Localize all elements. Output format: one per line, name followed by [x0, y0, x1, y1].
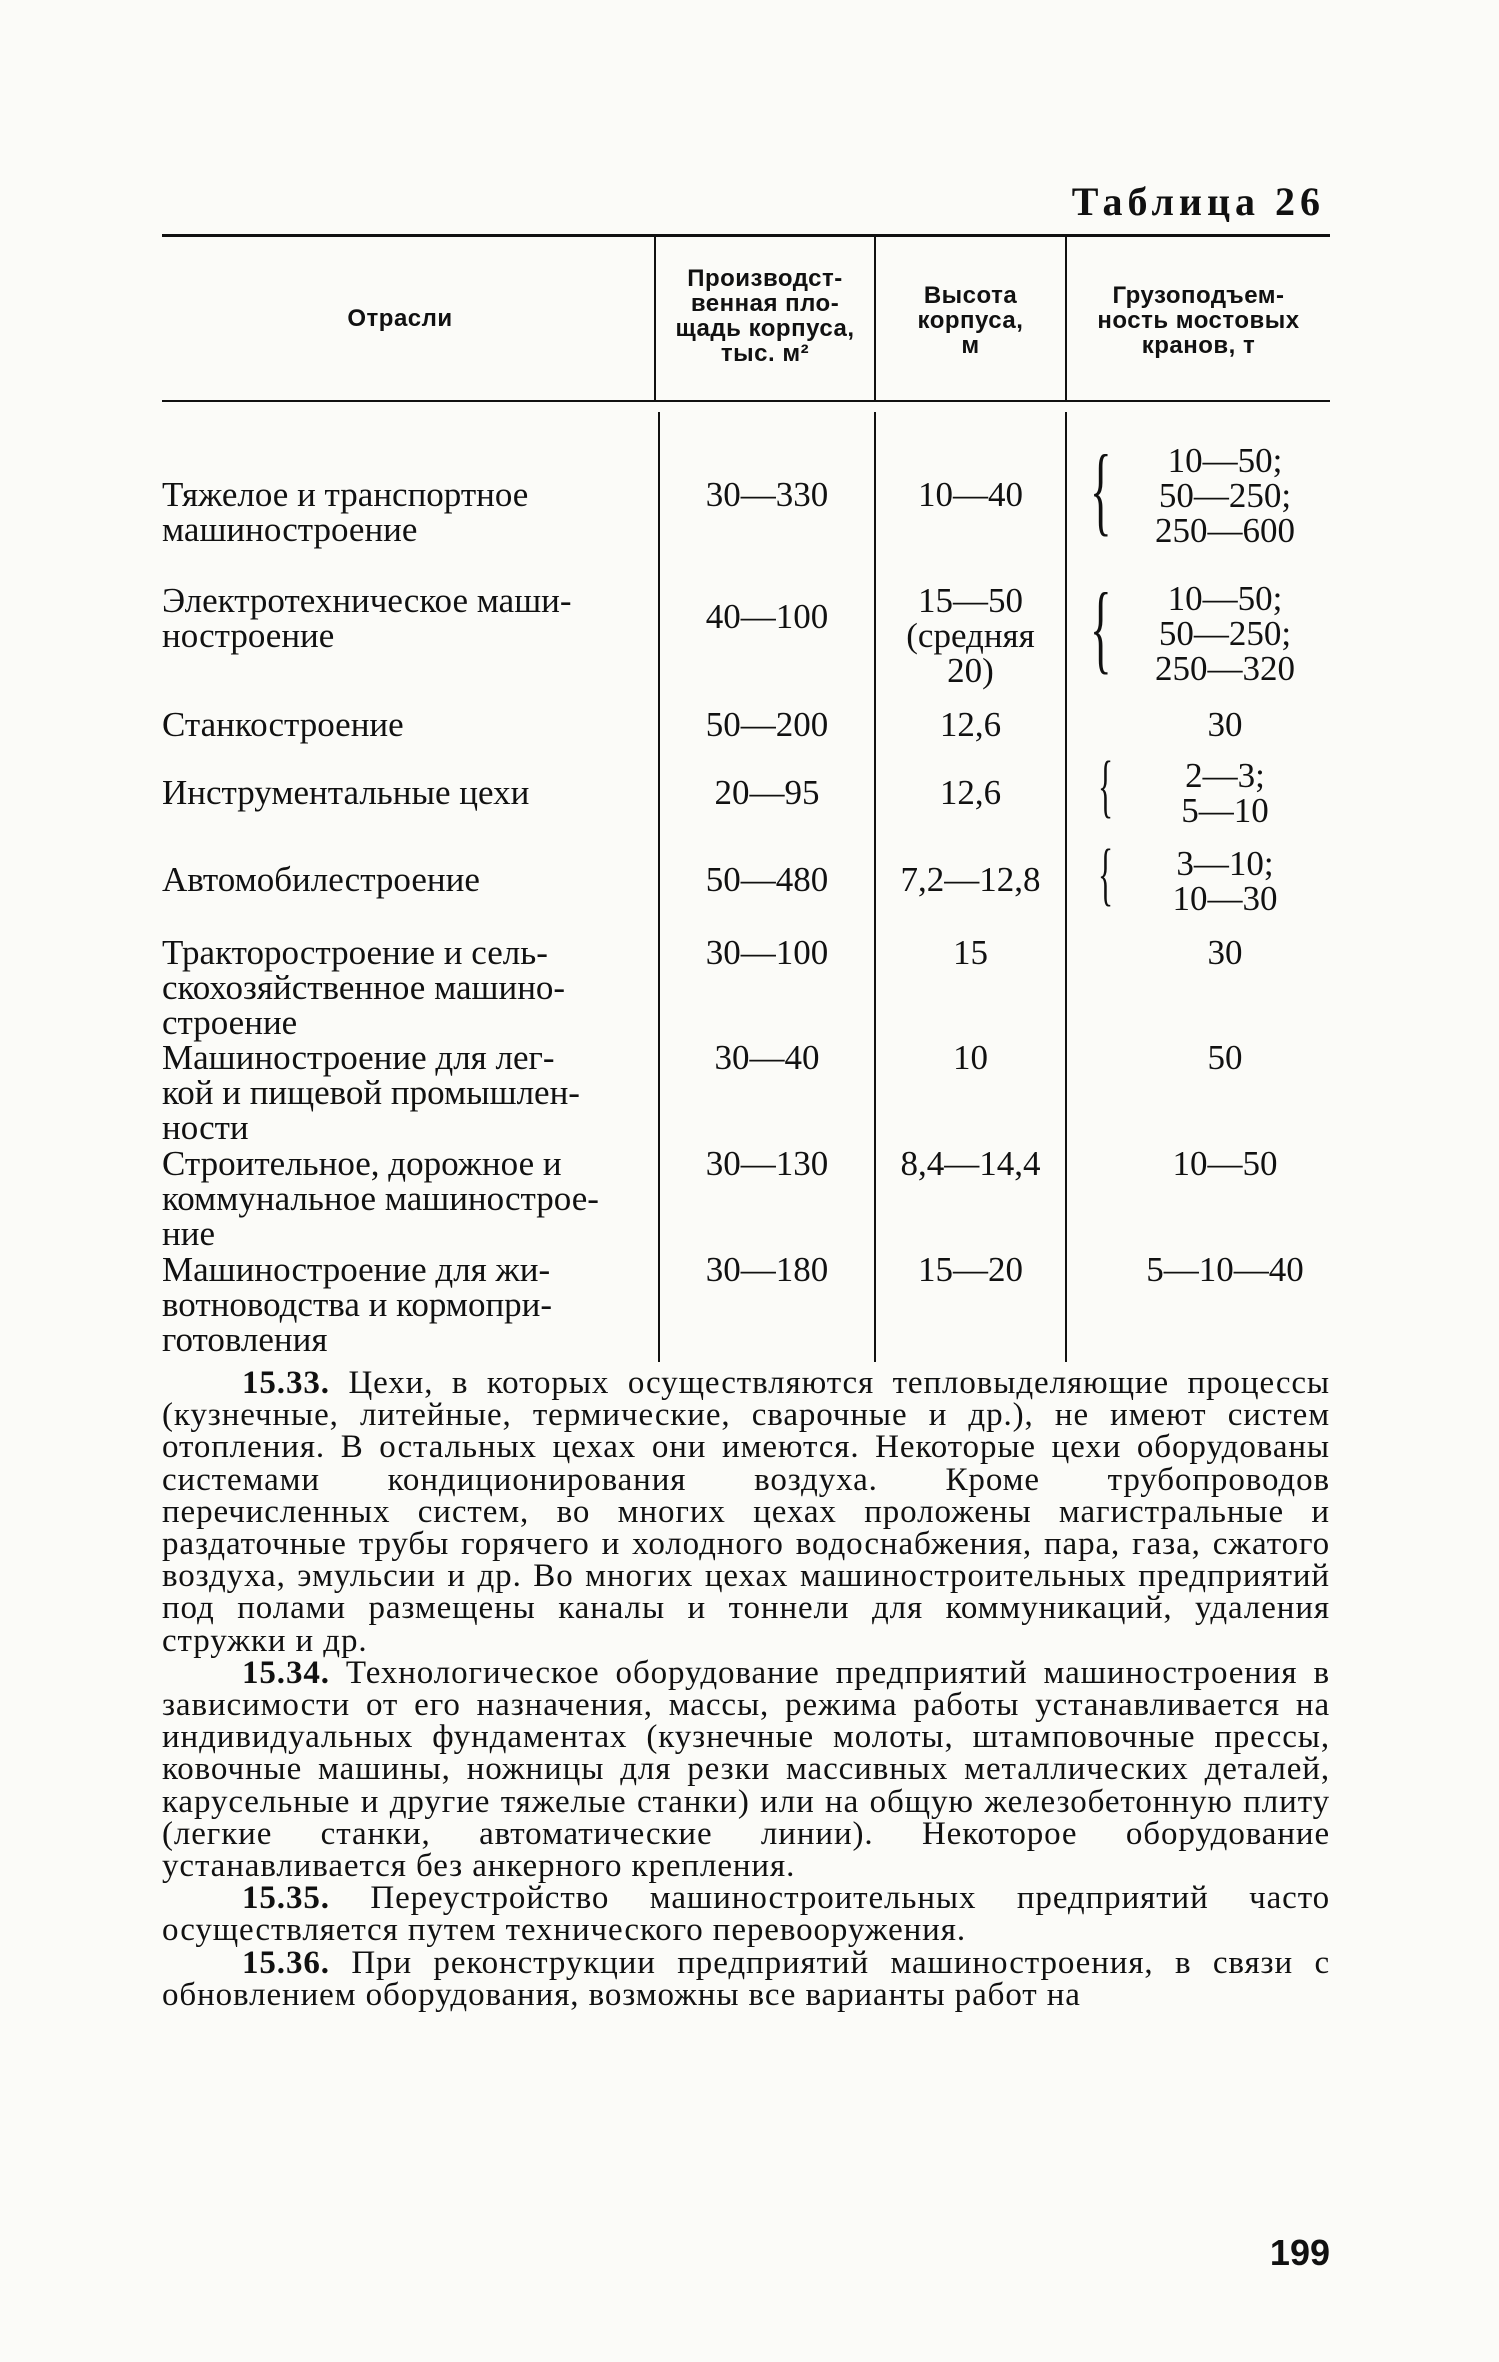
table-row-area: 30—180 [705, 1250, 829, 1289]
header-area: Производст- венная пло- щадь корпуса, тыс. м² [675, 265, 855, 367]
table-row-crane: 10—50; 50—250; 250—320 [1155, 579, 1295, 688]
table-row-crane: 2—3; 5—10 [1181, 756, 1269, 830]
table-row-industry: Станкостроение [162, 705, 404, 744]
brace-icon: { [1098, 836, 1114, 913]
table-row-area: 50—480 [705, 860, 829, 899]
table-row-crane: 30 [1207, 933, 1243, 972]
table-row-industry: Электротехническое маши- ностроение [162, 581, 572, 655]
paragraph: 15.34. Технологическое оборудование предприятий машиностроения в зависимости от его назначения, массы, режима работы устанавливается на индивидуальных фундаментах (кузнечные молоты, штамповочные прессы, ковочные машины, ножницы для резки массивных металлических деталей, карусельные и другие тяжелые станки) или на общую железобетонную плиту (легкие станки, автоматические линии). Некоторое оборудование устанавливается без анкерного крепления. [162, 1654, 1330, 1885]
table-row-area: 30—330 [705, 475, 829, 514]
table-row-industry: Машиностроение для жи- вотноводства и кормопри- готовления [162, 1250, 553, 1359]
paragraph: 15.35. Переустройство машиностроительных предприятий часто осуществляется путем технического перевооружения. [162, 1880, 1330, 1949]
brace-icon: { [1090, 572, 1112, 683]
table-row-area: 40—100 [705, 597, 829, 636]
table-row-height: 12,6 [939, 773, 1002, 812]
table-row-industry: Машиностроение для лег- кой и пищевой промышлен- ности [162, 1038, 580, 1147]
table-row-industry: Инструментальные цехи [162, 773, 530, 812]
table-row-height: 15—50 (средняя 20) [906, 581, 1035, 690]
table-row-crane: 10—50 [1172, 1144, 1278, 1183]
table-row-height: 7,2—12,8 [900, 860, 1041, 899]
table-row-industry: Тракторостроение и сель- скохозяйственное машино- строение [162, 933, 566, 1042]
table-row-height: 15 [953, 933, 988, 972]
body-text [162, 1367, 1330, 2011]
table-caption: Таблица 26 [1071, 179, 1325, 224]
table-top-rule [162, 234, 1330, 237]
table-row-industry: Тяжелое и транспортное машиностроение [162, 475, 529, 549]
table-row-industry: Автомобилестроение [162, 860, 480, 899]
table-row-area: 30—40 [714, 1038, 820, 1077]
table-header-rule [162, 400, 1330, 402]
table-row-crane: 10—50; 50—250; 250—600 [1155, 441, 1295, 550]
table-row-height: 8,4—14,4 [900, 1144, 1041, 1183]
table-row-area: 50—200 [705, 705, 829, 744]
table-row-area: 30—100 [705, 933, 829, 972]
table-row-crane: 5—10—40 [1146, 1250, 1304, 1289]
paragraph: 15.33. Цехи, в которых осуществляются тепловыделяющие процессы (кузнечные, литейные, термические, сварочные и др.), не имеют систем отопления. В остальных цехах они имеются. Некоторые цехи оборудованы системами кондиционирования воздуха. Кроме трубопроводов перечисленных систем, во многих цехах проложены магистральные и раздаточные трубы горячего и холодного водоснабжения, пара, газа, сжатого воздуха, эмульсии и др. Во многих цехах машиностроительных предприятий под полами размещены каналы и тоннели для коммуникаций, удаления стружки и др. [162, 1365, 1330, 1659]
header-height: Высота корпуса, м [917, 282, 1024, 359]
table-row-area: 20—95 [714, 773, 820, 812]
table-row-height: 10—40 [918, 475, 1023, 514]
page-number: 199 [1269, 2232, 1330, 2273]
table-row-crane: 30 [1207, 705, 1243, 744]
table-row-height: 12,6 [939, 705, 1002, 744]
header-crane: Грузоподъем- ность мостовых кранов, т [1097, 282, 1300, 359]
table-row-area: 30—130 [705, 1144, 829, 1183]
table-row-crane: 3—10; 10—30 [1172, 844, 1278, 918]
brace-icon: { [1090, 434, 1112, 545]
table-row-height: 10 [953, 1038, 988, 1077]
paragraph: 15.36. При реконструкции предприятий машиностроения, в связи с обновлением оборудования, возможны все варианты работ на [162, 1944, 1330, 2013]
header-industry: Отрасли [347, 305, 453, 332]
table-row-height: 15—20 [918, 1250, 1023, 1289]
table-row-crane: 50 [1207, 1038, 1243, 1077]
table-row-industry: Строительное, дорожное и коммунальное машинострое- ние [162, 1144, 599, 1253]
body-divider-3 [1065, 412, 1067, 1362]
brace-icon: { [1098, 748, 1114, 825]
